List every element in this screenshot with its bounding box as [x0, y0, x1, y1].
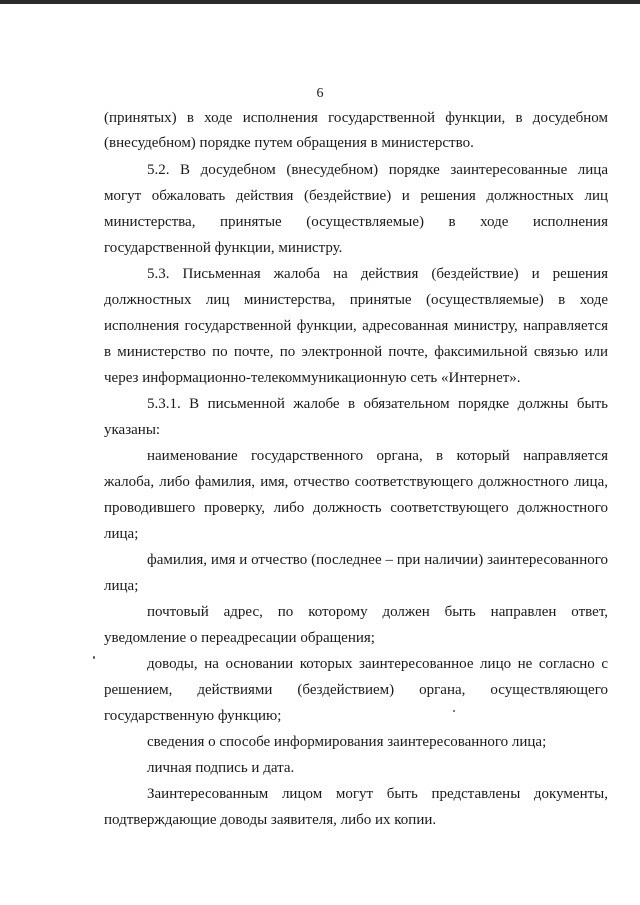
text-line: указаны: — [104, 422, 161, 438]
list-item-line: личная подпись и дата. — [147, 760, 295, 776]
text-line: должностных лиц министерства, принятые (осуществляемые) в ходе — [104, 292, 608, 308]
text-line: лица; — [104, 578, 139, 594]
text-line: могут обжаловать действия (бездействие) и решения должностных лиц — [104, 188, 608, 204]
list-item-line: доводы, на основании которых заинтересованное лицо не согласно с — [147, 656, 608, 672]
paragraph-start-line: 5.3.1. В письменной жалобе в обязательном порядке должны быть — [147, 396, 608, 412]
list-item-line: сведения о способе информирования заинтересованного лица; — [147, 734, 547, 750]
list-item-line: фамилия, имя и отчество (последнее – при наличии) заинтересованного — [147, 552, 608, 568]
text-line: министерства, принятые (осуществляемые) в ходе исполнения — [104, 214, 608, 230]
list-item-line: наименование государственного органа, в который направляется — [147, 448, 608, 464]
text-line: уведомление о переадресации обращения; — [104, 630, 375, 646]
text-line: государственной функции, министру. — [104, 240, 343, 256]
paragraph-start-line: Заинтересованным лицом могут быть представлены документы, — [147, 786, 608, 802]
scan-speck — [93, 656, 95, 659]
text-line: исполнения государственной функции, адресованная министру, направляется — [104, 318, 608, 334]
paragraph-start-line: 5.2. В досудебном (внесудебном) порядке заинтересованные лица — [147, 162, 608, 178]
text-line: проводившего проверку, либо должность соответствующего должностного — [104, 500, 608, 516]
page-number: 6 — [316, 86, 324, 101]
paragraph-start-line: 5.3. Письменная жалоба на действия (бездействие) и решения — [147, 266, 608, 282]
text-line: (внесудебном) порядке путем обращения в министерство. — [104, 135, 474, 151]
scan-speck — [453, 710, 455, 712]
text-line: через информационно-телекоммуникационную сеть «Интернет». — [104, 370, 521, 386]
list-item-line: почтовый адрес, по которому должен быть направлен ответ, — [147, 604, 608, 620]
text-line: в министерство по почте, по электронной почте, факсимильной связью или — [104, 344, 608, 360]
text-line: жалоба, либо фамилия, имя, отчество соответствующего должностного лица, — [104, 474, 608, 490]
text-line: государственную функцию; — [104, 708, 282, 724]
page-top-edge-rule — [0, 0, 640, 4]
text-line: подтверждающие доводы заявителя, либо их копии. — [104, 812, 437, 828]
text-line: решением, действиями (бездействием) органа, осуществляющего — [104, 682, 608, 698]
text-line: лица; — [104, 526, 139, 542]
text-line: (принятых) в ходе исполнения государственной функции, в досудебном — [104, 110, 608, 126]
